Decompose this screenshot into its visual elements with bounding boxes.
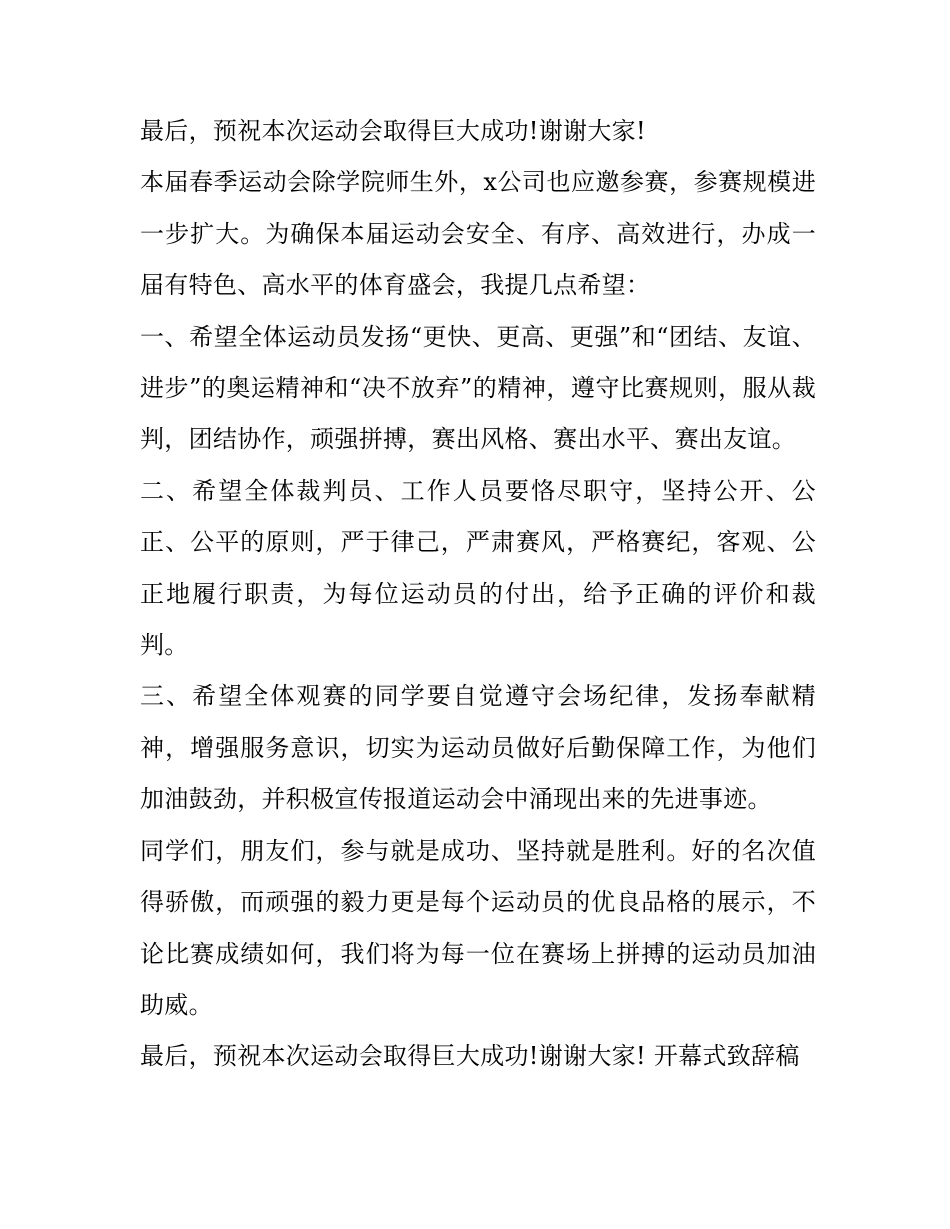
paragraph-hope-referees: 二、希望全体裁判员、工作人员要恪尽职守，坚持公开、公正、公平的原则，严于律己，严肃赛风，严格赛纪，客观、公正地履行职责，为每位运动员的付出，给予正确的评价和裁判。	[140, 476, 816, 660]
paragraph-hope-spectators: 三、希望全体观赛的同学要自觉遵守会场纪律，发扬奉献精神，增强服务意识，切实为运动员做好后勤保障工作，为他们加油鼓劲，并积极宣传报道运动会中涌现出来的先进事迹。	[140, 682, 816, 814]
paragraph-introduction: 本届春季运动会除学院师生外，x公司也应邀参赛，参赛规模进一步扩大。为确保本届运动会安全、有序、高效进行，办成一届有特色、高水平的体育盛会，我提几点希望：	[140, 168, 816, 300]
document-body	[140, 106, 816, 1083]
paragraph-closing-wish: 最后，预祝本次运动会取得巨大成功!谢谢大家!	[140, 117, 646, 145]
paragraph-encouragement: 同学们，朋友们，参与就是成功、坚持就是胜利。好的名次值得骄傲，而顽强的毅力更是每个运动员的优良品格的展示，不论比赛成绩如何，我们将为每一位在赛场上拼搏的运动员加油助威。	[140, 836, 816, 1019]
paragraph-final-wish: 最后，预祝本次运动会取得巨大成功!谢谢大家! 开幕式致辞稿	[140, 1042, 800, 1071]
paragraph-hope-athletes: 一、希望全体运动员发扬“更快、更高、更强”和“团结、友谊、进步”的奥运精神和“决不放弃”的精神，遵守比赛规则，服从裁判，团结协作，顽强拼搏，赛出风格、赛出水平、赛出友谊。	[140, 322, 816, 454]
